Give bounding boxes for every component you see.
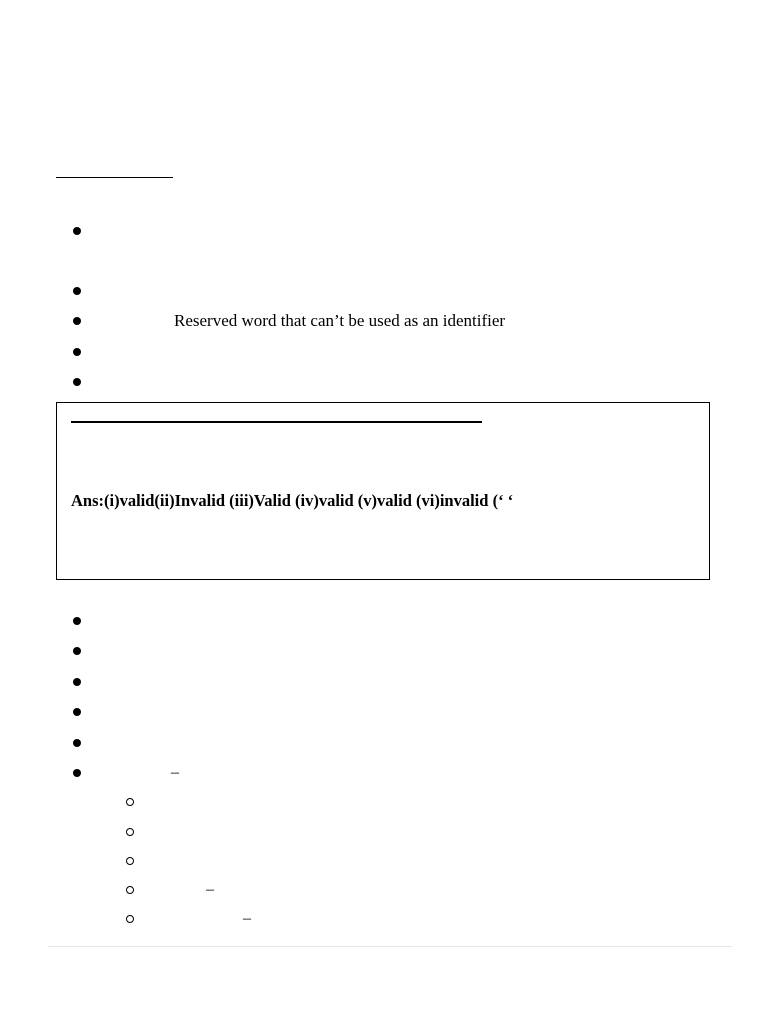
list-bullet xyxy=(73,617,81,625)
list-bullet xyxy=(73,317,81,325)
sublist-bullet xyxy=(126,915,134,923)
dash-mark: – xyxy=(243,910,251,927)
list-bullet xyxy=(73,227,81,235)
list-bullet xyxy=(73,769,81,777)
question-underline xyxy=(71,421,482,423)
list-bullet xyxy=(73,348,81,356)
list-bullet xyxy=(73,678,81,686)
list-bullet xyxy=(73,287,81,295)
page-footer-divider xyxy=(48,946,732,947)
sublist-bullet xyxy=(126,798,134,806)
answer-box xyxy=(56,402,710,580)
list-bullet xyxy=(73,739,81,747)
dash-mark: – xyxy=(171,764,179,781)
reserved-word-text: Reserved word that can’t be used as an identifier xyxy=(174,311,506,330)
list-bullet xyxy=(73,708,81,716)
dash-mark: – xyxy=(206,881,214,898)
sublist-bullet xyxy=(126,857,134,865)
sublist-bullet xyxy=(126,828,134,836)
list-bullet xyxy=(73,647,81,655)
list-bullet xyxy=(73,378,81,386)
answer-text: Ans:(i)valid(ii)Invalid (iii)Valid (iv)valid (v)valid (vi)invalid (‘ ‘ xyxy=(71,491,514,510)
heading-underline xyxy=(56,177,173,178)
sublist-bullet xyxy=(126,886,134,894)
